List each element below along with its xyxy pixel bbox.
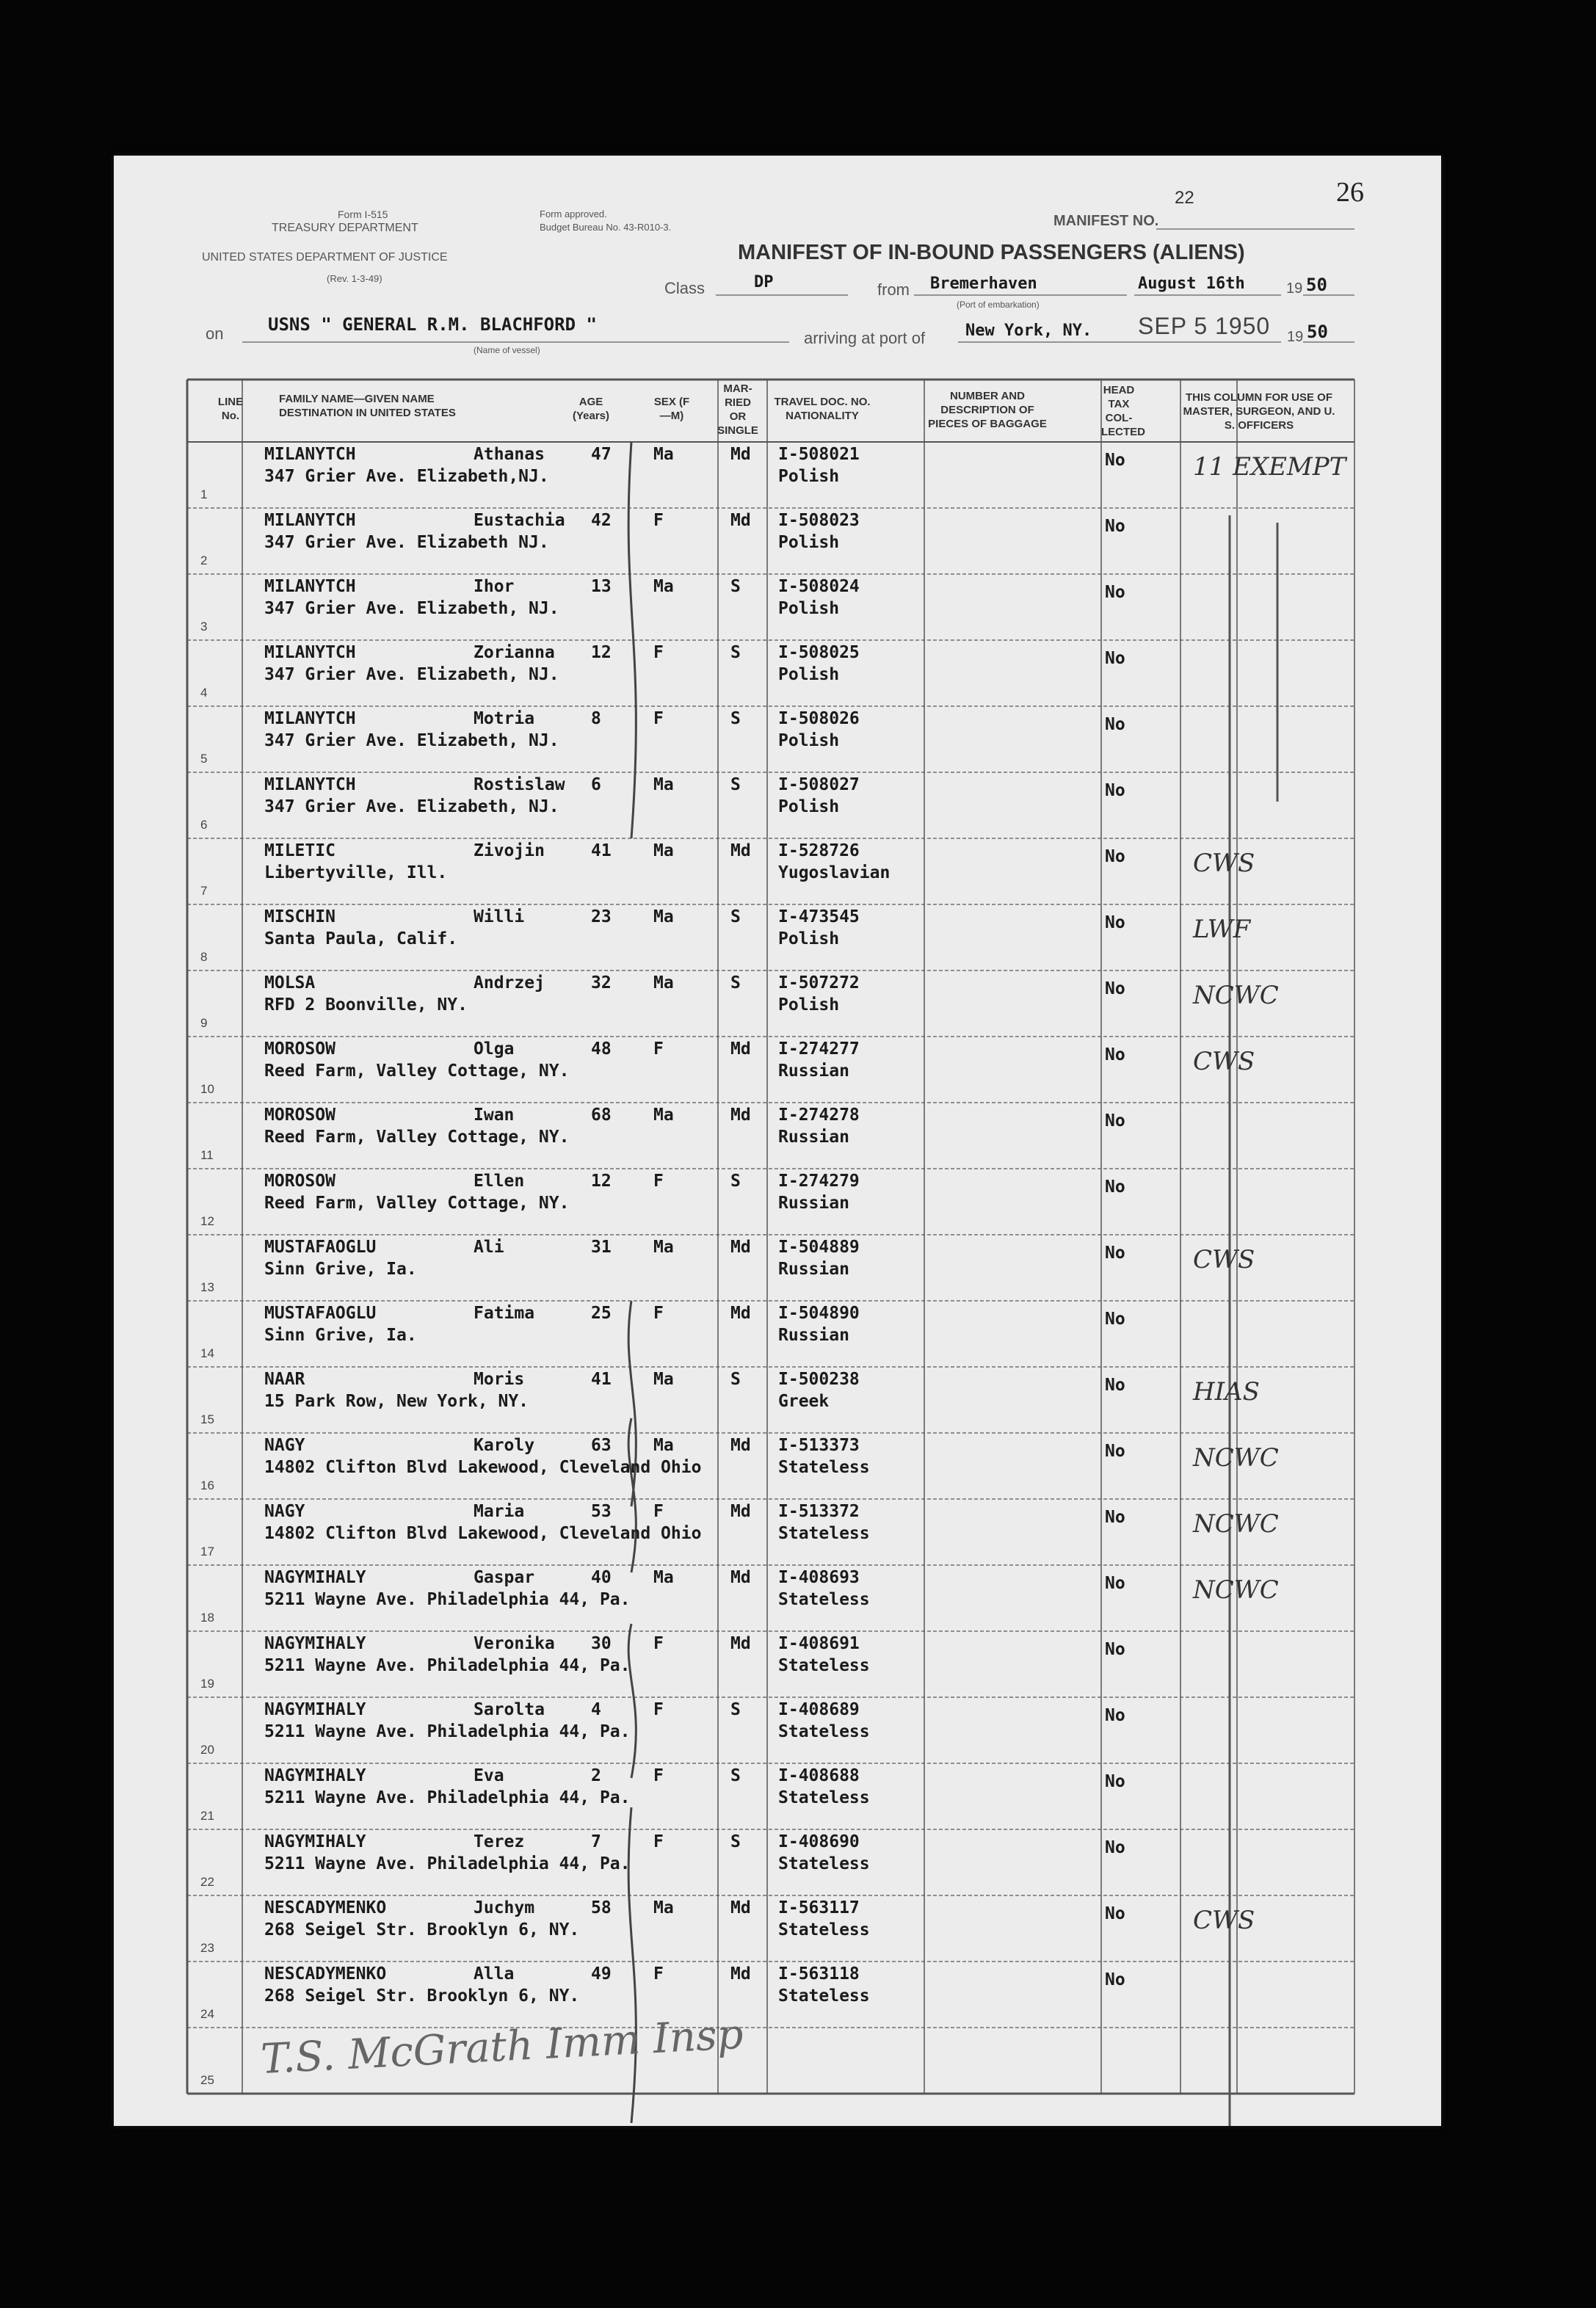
family-name: MOROSOW <box>264 1106 335 1125</box>
marital-status: S <box>730 1370 741 1389</box>
travel-doc-number: I-274279 <box>778 1172 860 1191</box>
sex: F <box>653 1634 664 1653</box>
family-name: MUSTAFAOGLU <box>264 1304 377 1323</box>
column-header-age: AGE (Years) <box>572 396 610 422</box>
destination: 268 Seigel Str. Brooklyn 6, NY. <box>264 1920 580 1939</box>
age: 7 <box>591 1832 601 1851</box>
age: 2 <box>591 1766 601 1785</box>
line-number: 24 <box>200 2007 214 2021</box>
head-tax: No <box>1105 1640 1125 1659</box>
travel-doc-number: I-408693 <box>778 1568 860 1587</box>
family-name: MOROSOW <box>264 1172 335 1191</box>
age: 30 <box>591 1634 612 1653</box>
marital-status: S <box>730 973 741 992</box>
given-name: Fatima <box>474 1304 535 1323</box>
head-tax: No <box>1105 1376 1125 1395</box>
nationality: Russian <box>778 1062 849 1081</box>
line-number: 23 <box>200 1941 214 1955</box>
age: 25 <box>591 1304 612 1323</box>
column-header-travel: TRAVEL DOC. NO. NATIONALITY <box>774 396 871 422</box>
nationality: Russian <box>778 1194 849 1213</box>
destination: 5211 Wayne Ave. Philadelphia 44, Pa. <box>264 1854 631 1873</box>
head-tax: No <box>1105 1706 1125 1725</box>
destination: 5211 Wayne Ave. Philadelphia 44, Pa. <box>264 1590 631 1609</box>
sex: F <box>653 1039 664 1059</box>
sex: F <box>653 1832 664 1851</box>
destination: Reed Farm, Valley Cottage, NY. <box>264 1194 570 1213</box>
destination: RFD 2 Boonville, NY. <box>264 995 468 1015</box>
destination: 347 Grier Ave. Elizabeth, NJ. <box>264 731 559 750</box>
marital-status: Md <box>730 1568 751 1587</box>
family-name: MILANYTCH <box>264 511 356 530</box>
budget-approval: Form approved. <box>540 208 607 219</box>
head-tax: No <box>1105 1772 1125 1791</box>
travel-doc-number: I-508025 <box>778 643 860 662</box>
sex: Ma <box>653 1898 674 1917</box>
line-number: 16 <box>200 1478 214 1492</box>
given-name: Sarolta <box>474 1700 545 1719</box>
column-header-head-tax: HEAD TAX COL-LECTED <box>1101 384 1145 438</box>
given-name: Andrzej <box>474 973 545 992</box>
form-justice: UNITED STATES DEPARTMENT OF JUSTICE <box>202 251 448 264</box>
manifest-number: 22 <box>1175 188 1194 208</box>
marital-status: S <box>730 709 741 728</box>
nationality: Stateless <box>778 1854 870 1873</box>
family-name: MILETIC <box>264 841 335 860</box>
given-name: Athanas <box>474 445 545 464</box>
travel-doc-number: I-504889 <box>778 1238 860 1257</box>
destination: 5211 Wayne Ave. Philadelphia 44, Pa. <box>264 1788 631 1807</box>
form-revision: (Rev. 1-3-49) <box>327 273 382 284</box>
marital-status: Md <box>730 1964 751 1984</box>
sex: F <box>653 643 664 662</box>
head-tax: No <box>1105 1904 1125 1923</box>
destination: 347 Grier Ave. Elizabeth,NJ. <box>264 467 549 486</box>
nationality: Polish <box>778 665 840 684</box>
sex: F <box>653 1766 664 1785</box>
age: 12 <box>591 643 612 662</box>
given-name: Motria <box>474 709 535 728</box>
head-tax: No <box>1105 583 1125 602</box>
line-number: 3 <box>200 620 208 634</box>
marital-status: S <box>730 1700 741 1719</box>
officer-note: CWS <box>1193 1047 1255 1076</box>
head-tax: No <box>1105 517 1125 536</box>
age: 53 <box>591 1502 612 1521</box>
nationality: Polish <box>778 599 840 618</box>
port-embarkation-caption: (Port of embarkation) <box>957 300 1040 310</box>
head-tax: No <box>1105 451 1125 470</box>
marital-status: S <box>730 907 741 926</box>
head-tax: No <box>1105 847 1125 866</box>
destination: 5211 Wayne Ave. Philadelphia 44, Pa. <box>264 1656 631 1675</box>
column-header-line-no: LINE No. <box>217 396 244 422</box>
sex: Ma <box>653 577 674 596</box>
officer-note: NCWC <box>1193 1509 1279 1539</box>
page-title: MANIFEST OF IN-BOUND PASSENGERS (ALIENS) <box>738 241 1245 264</box>
line-number: 17 <box>200 1545 214 1558</box>
marital-status: Md <box>730 841 751 860</box>
officer-note: CWS <box>1193 849 1255 878</box>
vessel-caption: (Name of vessel) <box>474 345 540 355</box>
age: 23 <box>591 907 612 926</box>
officer-note: CWS <box>1193 1906 1255 1935</box>
travel-doc-number: I-507272 <box>778 973 860 992</box>
nationality: Polish <box>778 995 840 1015</box>
given-name: Willi <box>474 907 525 926</box>
sex: F <box>653 1172 664 1191</box>
age: 32 <box>591 973 612 992</box>
travel-doc-number: I-500238 <box>778 1370 860 1389</box>
age: 68 <box>591 1106 612 1125</box>
line-number: 21 <box>200 1809 214 1823</box>
marital-status: Md <box>730 445 751 464</box>
line-number: 18 <box>200 1611 214 1625</box>
from-value: Bremerhaven <box>930 275 1037 293</box>
arrival-date-stamp: SEP 5 1950 <box>1138 313 1271 339</box>
vessel-name: USNS " GENERAL R.M. BLACHFORD " <box>268 314 597 335</box>
line-number: 7 <box>200 884 208 898</box>
nationality: Stateless <box>778 1722 870 1741</box>
manifest-sheet <box>114 156 1441 2126</box>
age: 49 <box>591 1964 612 1984</box>
marital-status: S <box>730 1766 741 1785</box>
destination: 14802 Clifton Blvd Lakewood, Cleveland Ohio <box>264 1458 702 1477</box>
head-tax: No <box>1105 781 1125 800</box>
destination: 347 Grier Ave. Elizabeth NJ. <box>264 533 549 552</box>
arrival-year: 50 <box>1307 322 1328 342</box>
family-name: NAGYMIHALY <box>264 1568 366 1587</box>
sex: Ma <box>653 1106 674 1125</box>
family-name: NESCADYMENKO <box>264 1964 387 1984</box>
age: 4 <box>591 1700 601 1719</box>
line-number: 1 <box>200 487 208 501</box>
age: 42 <box>591 511 612 530</box>
destination: Sinn Grive, Ia. <box>264 1326 417 1345</box>
class-value: DP <box>754 273 774 291</box>
nationality: Stateless <box>778 1920 870 1939</box>
manifest-number-label: MANIFEST NO. <box>1053 213 1159 229</box>
line-number: 10 <box>200 1082 214 1096</box>
nationality: Yugoslavian <box>778 863 891 882</box>
destination: Reed Farm, Valley Cottage, NY. <box>264 1062 570 1081</box>
head-tax: No <box>1105 1970 1125 1989</box>
family-name: MILANYTCH <box>264 445 356 464</box>
class-label: Class <box>664 279 705 297</box>
age: 12 <box>591 1172 612 1191</box>
marital-status: Md <box>730 1238 751 1257</box>
travel-doc-number: I-408690 <box>778 1832 860 1851</box>
officer-note: 11 EXEMPT <box>1193 452 1346 482</box>
family-name: MUSTAFAOGLU <box>264 1238 377 1257</box>
travel-doc-number: I-473545 <box>778 907 860 926</box>
given-name: Eva <box>474 1766 504 1785</box>
travel-doc-number: I-408691 <box>778 1634 860 1653</box>
line-number: 20 <box>200 1743 214 1757</box>
destination: Libertyville, Ill. <box>264 863 448 882</box>
nationality: Stateless <box>778 1986 870 2006</box>
marital-status: Md <box>730 1898 751 1917</box>
marital-status: S <box>730 1832 741 1851</box>
officer-note: LWF <box>1193 915 1251 944</box>
line-number: 8 <box>200 950 208 964</box>
sex: F <box>653 1304 664 1323</box>
column-header-baggage: NUMBER AND DESCRIPTION OF PIECES OF BAGGAGE <box>928 390 1047 430</box>
head-tax: No <box>1105 1244 1125 1263</box>
arrival-port: New York, NY. <box>965 322 1092 340</box>
family-name: NAAR <box>264 1370 305 1389</box>
given-name: Karoly <box>474 1436 535 1455</box>
family-name: MILANYTCH <box>264 775 356 794</box>
sex: F <box>653 709 664 728</box>
nationality: Stateless <box>778 1458 870 1477</box>
age: 13 <box>591 577 612 596</box>
sex: F <box>653 1502 664 1521</box>
age: 41 <box>591 841 612 860</box>
destination: 5211 Wayne Ave. Philadelphia 44, Pa. <box>264 1722 631 1741</box>
family-name: NAGY <box>264 1436 305 1455</box>
destination: 14802 Clifton Blvd Lakewood, Cleveland Ohio <box>264 1524 702 1543</box>
sex: F <box>653 1700 664 1719</box>
line-number: 14 <box>200 1346 214 1360</box>
departure-year-prefix: 19 <box>1286 280 1303 297</box>
travel-doc-number: I-508027 <box>778 775 860 794</box>
age: 48 <box>591 1039 612 1059</box>
sex: F <box>653 511 664 530</box>
line-number: 9 <box>200 1016 208 1030</box>
head-tax: No <box>1105 979 1125 998</box>
arrival-year-prefix: 19 <box>1287 329 1304 345</box>
nationality: Stateless <box>778 1524 870 1543</box>
sex: Ma <box>653 1568 674 1587</box>
destination: Sinn Grive, Ia. <box>264 1260 417 1279</box>
destination: 268 Seigel Str. Brooklyn 6, NY. <box>264 1986 580 2006</box>
line-number: 6 <box>200 818 208 832</box>
given-name: Alla <box>474 1964 515 1984</box>
travel-doc-number: I-528726 <box>778 841 860 860</box>
marital-status: S <box>730 775 741 794</box>
destination: 347 Grier Ave. Elizabeth, NJ. <box>264 599 559 618</box>
marital-status: Md <box>730 1304 751 1323</box>
travel-doc-number: I-563118 <box>778 1964 860 1984</box>
travel-doc-number: I-508023 <box>778 511 860 530</box>
marital-status: Md <box>730 1634 751 1653</box>
departure-year: 50 <box>1306 275 1327 295</box>
age: 31 <box>591 1238 612 1257</box>
head-tax: No <box>1105 715 1125 734</box>
line-number: 13 <box>200 1280 214 1294</box>
nationality: Greek <box>778 1392 830 1411</box>
head-tax: No <box>1105 913 1125 932</box>
page-number: 26 <box>1336 177 1364 208</box>
nationality: Stateless <box>778 1590 870 1609</box>
travel-doc-number: I-508024 <box>778 577 860 596</box>
sex: Ma <box>653 1436 674 1455</box>
nationality: Polish <box>778 467 840 486</box>
sex: Ma <box>653 973 674 992</box>
given-name: Ali <box>474 1238 504 1257</box>
age: 41 <box>591 1370 612 1389</box>
marital-status: Md <box>730 1039 751 1059</box>
column-header-name: FAMILY NAME—GIVEN NAME DESTINATION IN UNITED STATES <box>279 393 456 419</box>
family-name: NAGYMIHALY <box>264 1766 366 1785</box>
nationality: Polish <box>778 533 840 552</box>
destination: 347 Grier Ave. Elizabeth, NJ. <box>264 797 559 816</box>
sex: Ma <box>653 1238 674 1257</box>
on-label: on <box>206 324 224 343</box>
line-number: 15 <box>200 1412 214 1426</box>
line-number: 2 <box>200 554 208 567</box>
travel-doc-number: I-513373 <box>778 1436 860 1455</box>
officer-note: NCWC <box>1193 1443 1279 1473</box>
head-tax: No <box>1105 1111 1125 1131</box>
age: 63 <box>591 1436 612 1455</box>
given-name: Moris <box>474 1370 525 1389</box>
given-name: Rostislaw <box>474 775 565 794</box>
head-tax: No <box>1105 1310 1125 1329</box>
travel-doc-number: I-408689 <box>778 1700 860 1719</box>
nationality: Stateless <box>778 1656 870 1675</box>
family-name: MISCHIN <box>264 907 335 926</box>
line-number: 22 <box>200 1875 214 1889</box>
destination: 15 Park Row, New York, NY. <box>264 1392 529 1411</box>
nationality: Russian <box>778 1260 849 1279</box>
marital-status: S <box>730 577 741 596</box>
travel-doc-number: I-508021 <box>778 445 860 464</box>
travel-doc-number: I-563117 <box>778 1898 860 1917</box>
arriving-label: arriving at port of <box>804 329 926 347</box>
marital-status: S <box>730 643 741 662</box>
age: 47 <box>591 445 612 464</box>
travel-doc-number: I-508026 <box>778 709 860 728</box>
given-name: Ellen <box>474 1172 525 1191</box>
sex: Ma <box>653 445 674 464</box>
given-name: Ihor <box>474 577 515 596</box>
marital-status: Md <box>730 1502 751 1521</box>
family-name: NAGYMIHALY <box>264 1832 366 1851</box>
given-name: Juchym <box>474 1898 535 1917</box>
budget-bureau: Budget Bureau No. 43-R010-3. <box>540 222 672 233</box>
column-header-sex: SEX (F—M) <box>653 396 690 422</box>
travel-doc-number: I-504890 <box>778 1304 860 1323</box>
given-name: Olga <box>474 1039 515 1059</box>
officer-note: NCWC <box>1193 981 1279 1010</box>
form-number: Form I-515 <box>338 208 388 220</box>
line-number: 19 <box>200 1677 214 1691</box>
given-name: Zorianna <box>474 643 555 662</box>
line-number: 12 <box>200 1214 214 1228</box>
marital-status: S <box>730 1172 741 1191</box>
sex: Ma <box>653 907 674 926</box>
officer-note: NCWC <box>1193 1575 1279 1605</box>
destination: 347 Grier Ave. Elizabeth, NJ. <box>264 665 559 684</box>
sex: Ma <box>653 841 674 860</box>
family-name: NESCADYMENKO <box>264 1898 387 1917</box>
given-name: Eustachia <box>474 511 565 530</box>
age: 8 <box>591 709 601 728</box>
from-label: from <box>877 280 910 299</box>
marital-status: Md <box>730 1106 751 1125</box>
head-tax: No <box>1105 1574 1125 1593</box>
head-tax: No <box>1105 1177 1125 1197</box>
nationality: Polish <box>778 797 840 816</box>
given-name: Zivojin <box>474 841 545 860</box>
travel-doc-number: I-274277 <box>778 1039 860 1059</box>
family-name: NAGYMIHALY <box>264 1700 366 1719</box>
line-number: 25 <box>200 2073 214 2087</box>
given-name: Veronika <box>474 1634 555 1653</box>
travel-doc-number: I-274278 <box>778 1106 860 1125</box>
family-name: MILANYTCH <box>264 577 356 596</box>
marital-status: Md <box>730 1436 751 1455</box>
given-name: Terez <box>474 1832 525 1851</box>
family-name: NAGYMIHALY <box>264 1634 366 1653</box>
age: 40 <box>591 1568 612 1587</box>
form-department: TREASURY DEPARTMENT <box>272 222 418 234</box>
line-number: 11 <box>200 1148 214 1162</box>
destination: Santa Paula, Calif. <box>264 929 458 948</box>
destination: Reed Farm, Valley Cottage, NY. <box>264 1128 570 1147</box>
head-tax: No <box>1105 649 1125 668</box>
column-header-officers: THIS COLUMN FOR USE OF MASTER, SURGEON, AND U. S. OFFICERS <box>1183 391 1335 432</box>
nationality: Russian <box>778 1326 849 1345</box>
line-number: 5 <box>200 752 208 766</box>
family-name: MILANYTCH <box>264 643 356 662</box>
head-tax: No <box>1105 1838 1125 1857</box>
departure-date: August 16th <box>1138 275 1245 293</box>
head-tax: No <box>1105 1442 1125 1461</box>
marital-status: Md <box>730 511 751 530</box>
family-name: MOROSOW <box>264 1039 335 1059</box>
given-name: Iwan <box>474 1106 515 1125</box>
sex: Ma <box>653 1370 674 1389</box>
column-header-married: MAR-RIED OR SINGLE <box>717 382 758 437</box>
sex: Ma <box>653 775 674 794</box>
line-number: 4 <box>200 686 208 700</box>
travel-doc-number: I-408688 <box>778 1766 860 1785</box>
age: 6 <box>591 775 601 794</box>
head-tax: No <box>1105 1045 1125 1064</box>
nationality: Russian <box>778 1128 849 1147</box>
given-name: Maria <box>474 1502 525 1521</box>
nationality: Stateless <box>778 1788 870 1807</box>
officer-note: CWS <box>1193 1245 1255 1274</box>
nationality: Polish <box>778 731 840 750</box>
family-name: NAGY <box>264 1502 305 1521</box>
inspector-signature: T.S. McGrath Imm Insp <box>259 2010 745 2084</box>
given-name: Gaspar <box>474 1568 535 1587</box>
nationality: Polish <box>778 929 840 948</box>
family-name: MOLSA <box>264 973 316 992</box>
age: 58 <box>591 1898 612 1917</box>
officer-note: HIAS <box>1193 1377 1260 1407</box>
head-tax: No <box>1105 1508 1125 1527</box>
travel-doc-number: I-513372 <box>778 1502 860 1521</box>
sex: F <box>653 1964 664 1984</box>
family-name: MILANYTCH <box>264 709 356 728</box>
